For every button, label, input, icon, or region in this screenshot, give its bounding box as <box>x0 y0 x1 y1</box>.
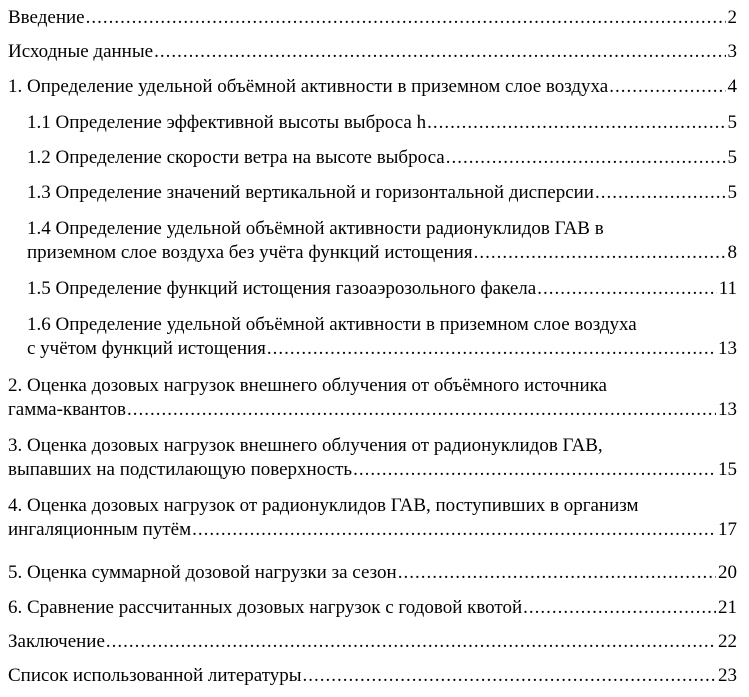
toc-entry-title: Исходные данные <box>8 41 154 62</box>
toc-entry-section-4[interactable] <box>0 494 749 542</box>
toc-entry-section-3[interactable] <box>0 434 749 482</box>
toc-entry-title: 1.6 Определение удельной объёмной активности в приземном слое воздуха <box>27 314 637 335</box>
toc-page-number: 4 <box>727 76 737 97</box>
dot-leader <box>474 241 726 265</box>
toc-entry-title: 2. Оценка дозовых нагрузок внешнего облучения от объёмного источника <box>8 375 607 396</box>
dot-leader <box>154 40 725 64</box>
toc-entry-title: 5. Оценка суммарной дозовой нагрузки за сезон <box>8 562 397 583</box>
dot-leader <box>523 596 716 620</box>
dot-leader <box>537 277 716 301</box>
toc-page-number: 3 <box>727 41 737 62</box>
toc-entry-section-1-4[interactable] <box>0 217 749 265</box>
toc-entry-title: 1. Определение удельной объёмной активности в приземном слое воздуха <box>8 76 609 97</box>
dot-leader <box>595 181 726 205</box>
toc-entry-introduction[interactable] <box>0 6 749 30</box>
dot-leader <box>446 146 726 170</box>
toc-entry-title-continued: гамма-квантов <box>8 399 126 420</box>
dot-leader <box>86 6 726 30</box>
toc-entry-title-continued: приземном слое воздуха без учёта функций истощения <box>27 242 473 263</box>
dot-leader <box>192 518 716 542</box>
toc-page-number: 5 <box>727 112 737 133</box>
dot-leader <box>127 398 716 422</box>
toc-entry-conclusion[interactable] <box>0 630 749 654</box>
toc-page-number: 13 <box>718 399 737 420</box>
toc-entry-title: 3. Оценка дозовых нагрузок внешнего облучения от радионуклидов ГАВ, <box>8 435 603 456</box>
toc-page-number: 13 <box>718 338 737 359</box>
toc-entry-title: 1.2 Определение скорости ветра на высоте выброса <box>27 147 445 168</box>
toc-entry-section-1-3[interactable] <box>0 181 749 205</box>
toc-entry-title: Список использованной литературы <box>8 665 302 686</box>
toc-page-number: 15 <box>718 459 737 480</box>
toc-page-number: 8 <box>727 242 737 263</box>
dot-leader <box>609 75 725 99</box>
toc-entry-section-2[interactable] <box>0 374 749 422</box>
toc-entry-title: 1.5 Определение функций истощения газоаэрозольного факела <box>27 278 537 299</box>
toc-page-number: 2 <box>727 7 737 28</box>
toc-entry-title: 1.4 Определение удельной объёмной активности радионуклидов ГАВ в <box>27 218 604 239</box>
toc-entry-title-continued: ингаляционным путём <box>8 519 192 540</box>
dot-leader <box>303 664 716 688</box>
toc-page-number: 5 <box>727 147 737 168</box>
toc-entry-section-1-5[interactable] <box>0 277 749 301</box>
toc-entry-title: 1.1 Определение эффективной высоты выброса h <box>27 112 427 133</box>
toc-entry-section-1[interactable] <box>0 75 749 99</box>
toc-entry-section-6[interactable] <box>0 596 749 620</box>
toc-page-number: 5 <box>727 182 737 203</box>
toc-entry-title: 4. Оценка дозовых нагрузок от радионуклидов ГАВ, поступивших в организм <box>8 495 639 516</box>
toc-page-number: 23 <box>718 665 737 686</box>
toc-entry-initial-data[interactable] <box>0 40 749 64</box>
toc-entry-title: 6. Сравнение рассчитанных дозовых нагрузок с годовой квотой <box>8 597 523 618</box>
dot-leader <box>267 337 716 361</box>
toc-page-number: 20 <box>718 562 737 583</box>
dot-leader <box>427 111 725 135</box>
toc-entry-title: Введение <box>8 7 85 28</box>
toc-entry-title: Заключение <box>8 631 105 652</box>
toc-entry-section-1-2[interactable] <box>0 146 749 170</box>
dot-leader <box>353 458 716 482</box>
toc-page-number: 22 <box>718 631 737 652</box>
toc-page-number: 17 <box>718 519 737 540</box>
toc-entry-section-1-6[interactable] <box>0 313 749 361</box>
toc-entry-title-continued: выпавших на подстилающую поверхность <box>8 459 353 480</box>
toc-page-number: 21 <box>718 597 737 618</box>
toc-entry-section-5[interactable] <box>0 561 749 585</box>
dot-leader <box>106 630 716 654</box>
toc-entry-title-continued: с учётом функций истощения <box>27 338 266 359</box>
toc-entry-section-1-1[interactable] <box>0 111 749 135</box>
toc-page-number: 11 <box>718 278 737 299</box>
dot-leader <box>398 561 716 585</box>
toc-entry-references[interactable] <box>0 664 749 688</box>
toc-entry-title: 1.3 Определение значений вертикальной и горизонтальной дисперсии <box>27 182 594 203</box>
